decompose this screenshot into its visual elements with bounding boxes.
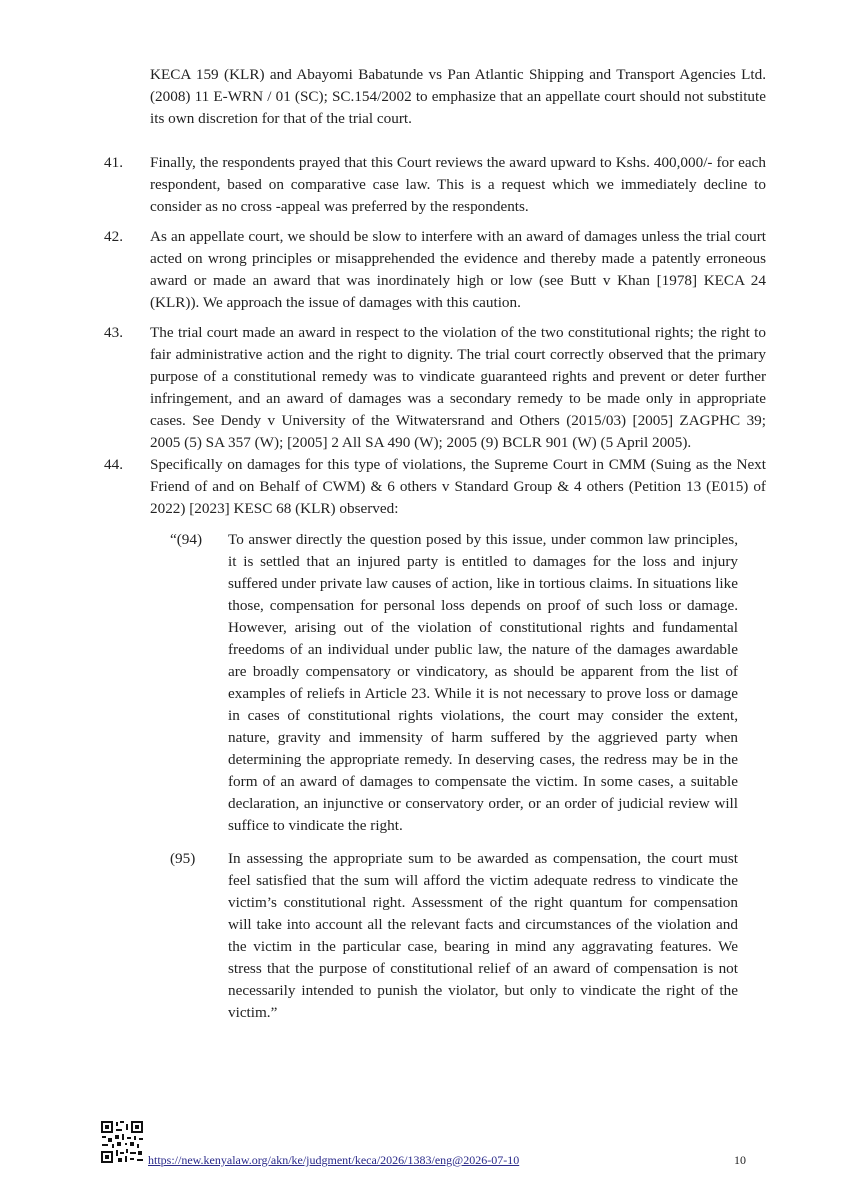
quote-94 [170, 529, 738, 837]
paragraph-number: 42. [104, 228, 123, 245]
paragraph-number: 41. [104, 154, 123, 171]
page-footer [0, 1120, 849, 1180]
page-number: 10 [734, 1153, 746, 1167]
qr-code-icon[interactable] [100, 1120, 144, 1164]
paragraph-43 [104, 322, 766, 454]
quote-number: (95) [170, 850, 196, 867]
quote-text: In assessing the appropriate sum to be awarded as compensation, the court must feel satisfied that the sum will afford the victim adequate redress to vindicate the victim’s constitutional right. Assessment of the right quantum for compensation will take into account all the relevant facts and circumstances of the violation and the victim in the particular case, bearing in mind any aggravating features. We stress that the purpose of constitutional relief of an award of compensation is not necessarily intended to punish the violator, but only to vindicate the right of the victim.” [228, 850, 738, 1021]
paragraph-text: As an appellate court, we should be slow to interfere with an award of damages unless the trial court acted on wrong principles or misapprehended the evidence and thereby made a patently erroneous award or made an award that was inordinately high or low (see Butt v Khan [1978] KECA 24 (KLR)). We approach the issue of damages with this caution. [150, 228, 766, 311]
paragraph-41 [104, 152, 766, 218]
paragraph-continuation: KECA 159 (KLR) and Abayomi Babatunde vs Pan Atlantic Shipping and Transport Agencies Ltd. (2008) 11 E-WRN / 01 (SC); SC.154/2002 to emphasize that an appellate court should not substitute its own discretion for that of the trial court. [150, 66, 766, 127]
paragraph-text: Finally, the respondents prayed that this Court reviews the award upward to Kshs. 400,000/- for each respondent, based on comparative case law. This is a request which we immediately decline to consider as no cross -appeal was preferred by the respondents. [150, 154, 766, 215]
paragraph-number: 44. [104, 456, 123, 473]
paragraph-44 [104, 454, 766, 520]
paragraph-text: Specifically on damages for this type of violations, the Supreme Court in CMM (Suing as the Next Friend of and on Behalf of CWM) & 6 others v Standard Group & 4 others (Petition 13 (E015) of 2022) [2023] KESC 68 (KLR) observed: [150, 456, 766, 517]
quote-text: To answer directly the question posed by this issue, under common law principles, it is settled that an injured party is entitled to damages for the loss and injury suffered under private law causes of action, like in tortious claims. In situations like those, compensation for personal loss depends on proof of such loss or damage. However, arising out of the violation of constitutional rights and fundamental freedoms of an individual under public law, the nature of the damages awardable are broadly compensatory or vindicatory, as should be apparent from the list of examples of reliefs in Article 23. While it is not necessary to prove loss or damage in cases of constitutional rights violations, the court may consider the extent, nature, gravity and immensity of harm suffered by the aggrieved party when determining the appropriate remedy. In deserving cases, the redress may be in the form of an award of damages to compensate the victim. In some cases, a suitable declaration, an injunctive or conservatory order, or an order of judicial review will suffice to vindicate the right. [228, 531, 738, 834]
quote-number: “(94) [170, 531, 203, 548]
paragraph-number: 43. [104, 324, 123, 341]
judgment-url-link[interactable]: https://new.kenyalaw.org/akn/ke/judgment/keca/2026/1383/eng@2026-07-10 [148, 1153, 520, 1167]
paragraph-text: The trial court made an award in respect to the violation of the two constitutional rights; the right to fair administrative action and the right to dignity. The trial court correctly observed that the primary purpose of a constitutional remedy was to vindicate guaranteed rights and prevent or deter further infringement, and an award of damages was a secondary remedy to be made only in appropriate cases. See Dendy v University of the Witwatersrand and Others (2015/03) [2005] ZAGPHC 39; 2005 (5) SA 357 (W); [2005] 2 All SA 490 (W); 2005 (9) BCLR 901 (W) (5 April 2005). [150, 324, 766, 451]
quote-95 [170, 848, 738, 1024]
paragraph-42 [104, 226, 766, 314]
